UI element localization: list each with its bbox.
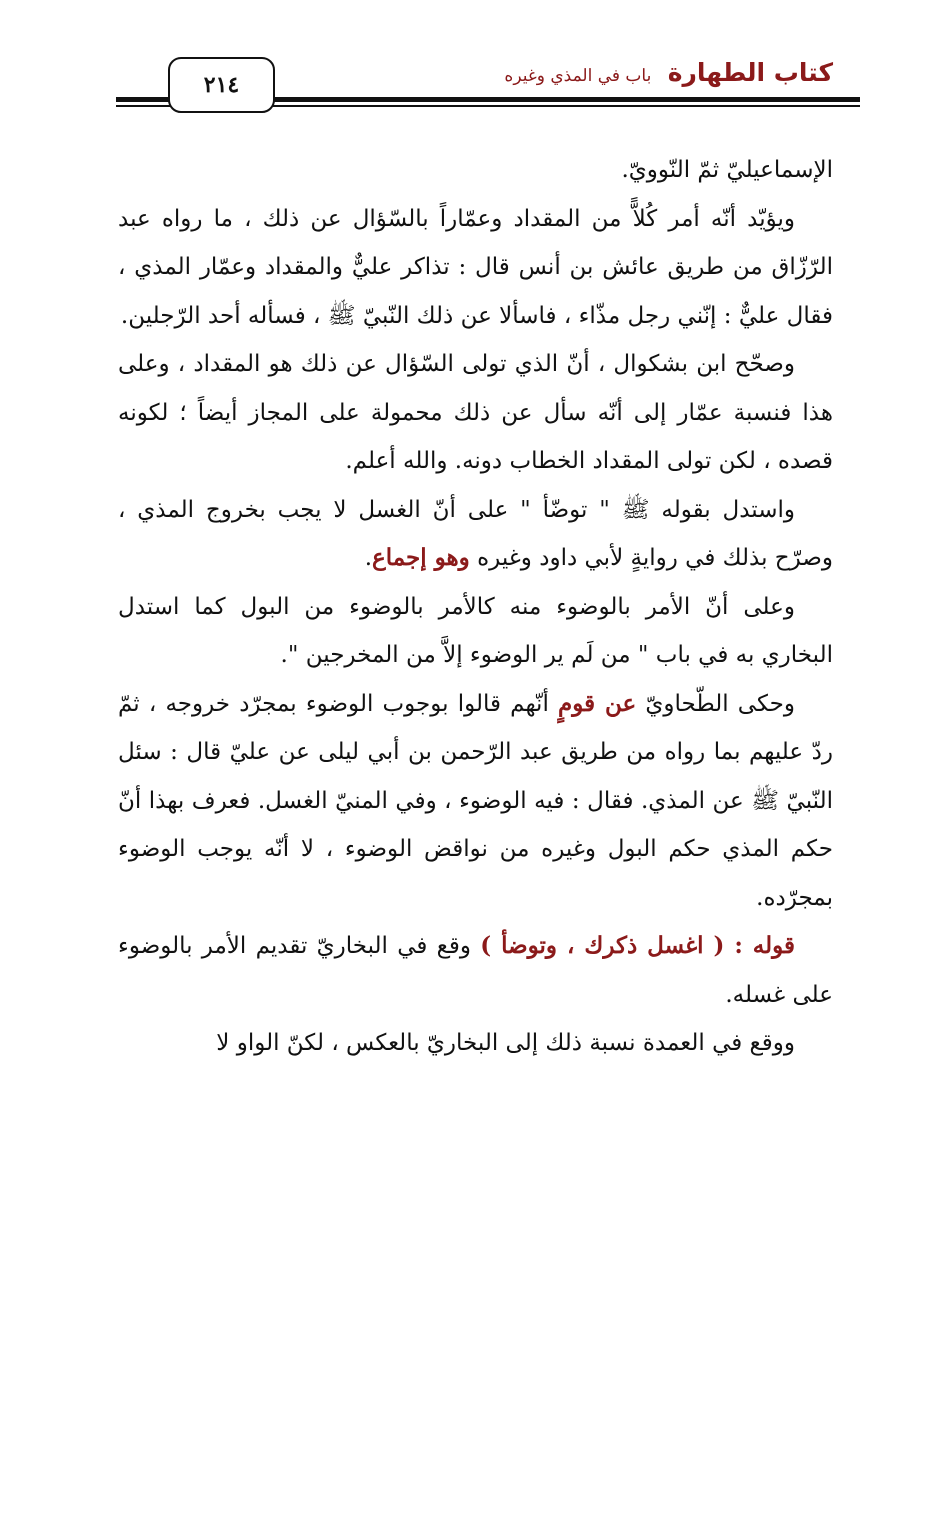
- chapter-title: باب في المذي وغيره: [504, 66, 652, 86]
- paragraph-5: وعلى أنّ الأمر بالوضوء منه كالأمر بالوضوء من البول كما استدل البخاري به في باب " من لَم ير الوضوء إلاَّ من المخرجين ".: [118, 593, 833, 668]
- paragraph-8: ووقع في العمدة نسبة ذلك إلى البخاريّ بالعكس ، لكنّ الواو لا: [216, 1030, 795, 1056]
- paragraph-6-text: أنّهم قالوا بوجوب الوضوء بمجرّد خروجه ، ثمّ ردّ عليهم بما رواه من طريق عبد الرّحمن بن أبي ليلى عن عليّ قال : سئل النّبيّ ﷺ عن المذي. فقال : فيه الوضوء ، وفي المنيّ الغسل. فعرف بهذا أنّ حكم المذي حكم البول وغيره من نواقض الوضوء ، لا أنّه يوجب الوضوء بمجرّده.: [118, 690, 833, 911]
- page-header: [0, 0, 945, 120]
- paragraph-4-highlight: وهو إجماع: [372, 544, 470, 571]
- paragraph-7: [118, 922, 833, 1019]
- book-title: كتاب الطهارة: [667, 58, 833, 87]
- page-number-box: [168, 57, 275, 113]
- paragraph-1: الإسماعيليّ ثمّ النّوويّ.: [621, 157, 833, 183]
- paragraph-2: ويؤيّد أنّه أمر كُلاًّ من المقداد وعمّاراً بالسّؤال عن ذلك ، ما رواه عبد الرّزّاق من طريق عائش بن أنس قال : تذاكر عليٌّ والمقداد وعمّار المذي ، فقال عليٌّ : إنّني رجل مذّاء ، فاسألا عن ذلك النّبيّ ﷺ ، فسأله أحد الرّجلين.: [118, 205, 833, 329]
- paragraph-4-text: واستدل بقوله ﷺ " توضّأ " على أنّ الغسل لا يجب بخروج المذي ، وصرّح بذلك في روايةٍ لأبي داود وغيره: [118, 496, 833, 571]
- paragraph-7-highlight: قوله : ( اغسل ذكرك ، وتوضأ ): [480, 932, 795, 959]
- running-header: [504, 58, 833, 87]
- paragraph-6: [118, 680, 833, 923]
- paragraph-4-end: .: [364, 545, 373, 571]
- paragraph-4: [118, 486, 833, 583]
- body-text: [118, 146, 833, 1068]
- paragraph-6-highlight: عن قومٍ: [558, 689, 637, 717]
- page-number: ٢١٤: [203, 72, 240, 98]
- paragraph-6-start: وحكى الطّحاويّ: [636, 690, 795, 717]
- paragraph-3: وصحّح ابن بشكوال ، أنّ الذي تولى السّؤال عن ذلك هو المقداد ، وعلى هذا فنسبة عمّار إلى أنّه سأل عن ذلك محمولة على المجاز أيضاً ؛ لكونه قصده ، لكن تولى المقداد الخطاب دونه. والله أعلم.: [118, 351, 833, 474]
- paragraph-7-text: وقع في البخاريّ تقديم الأمر بالوضوء على غسله.: [118, 933, 833, 1008]
